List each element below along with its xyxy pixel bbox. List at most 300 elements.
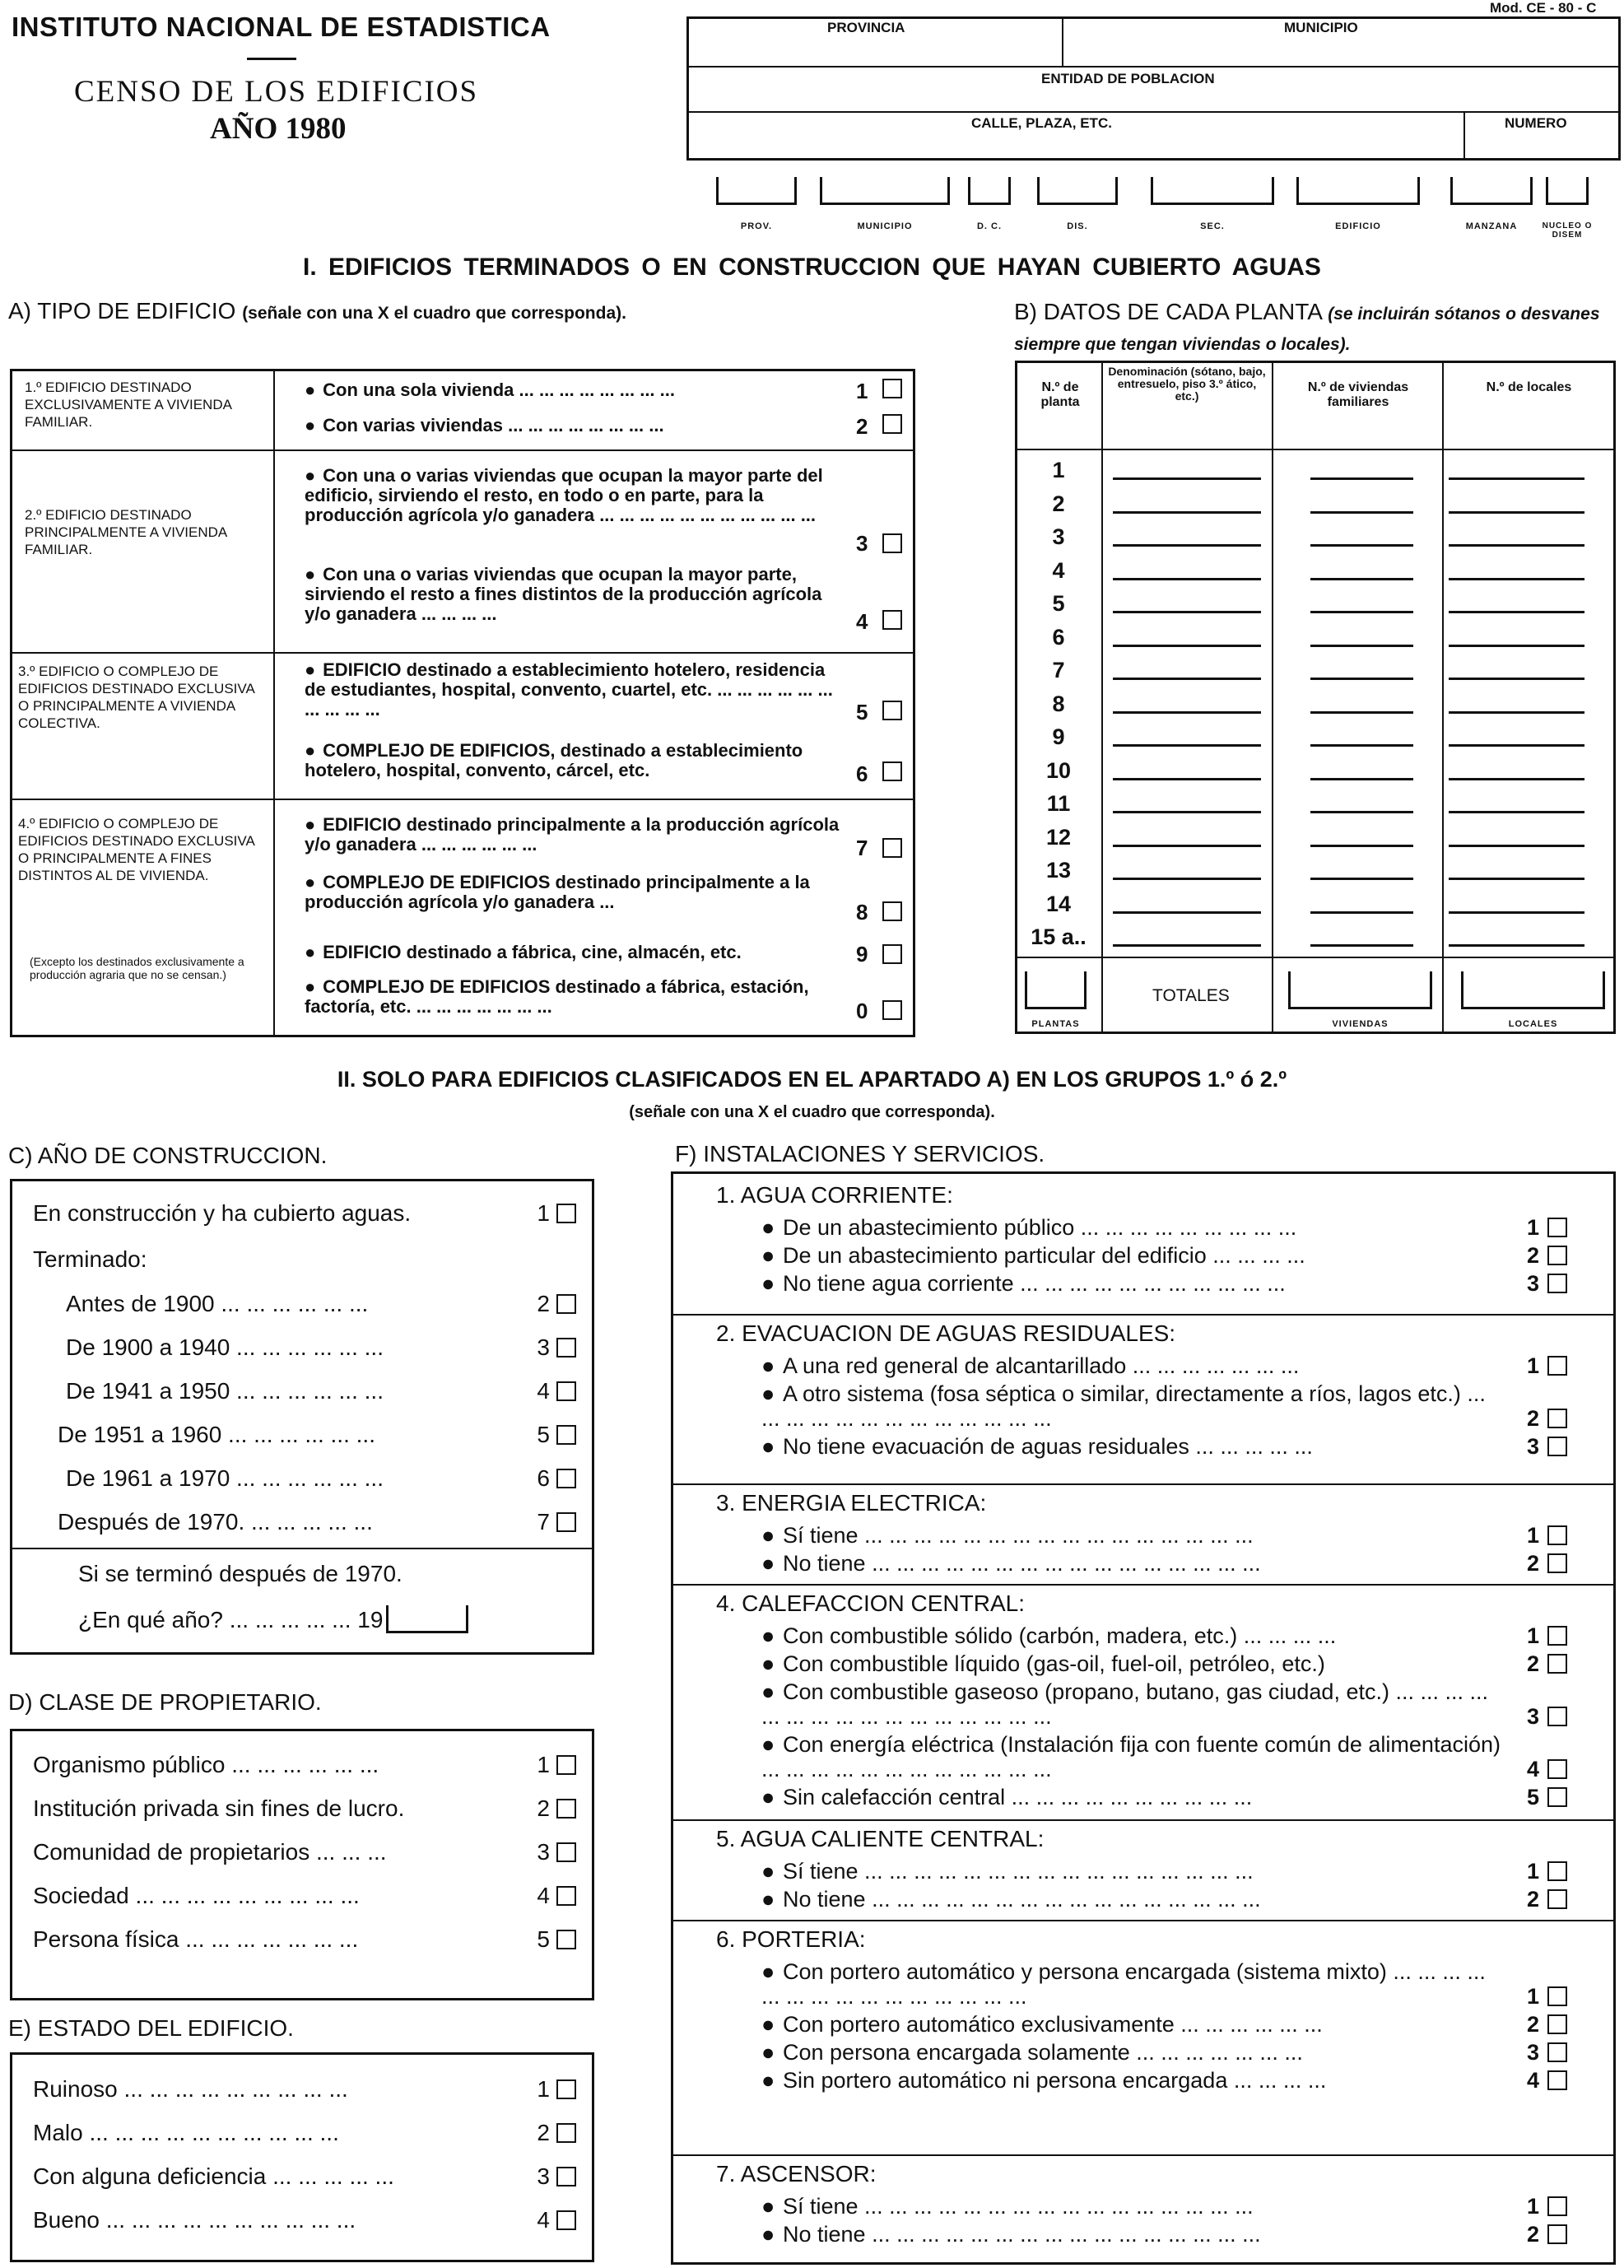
f-option-label: No tiene evacuación de aguas residuales ... ... ... ... ... (783, 1434, 1313, 1459)
option-checkbox[interactable] (556, 2123, 576, 2143)
f-option-label: Con portero automático y persona encargada (sistema mixto) ... ... ... ... ... ... ... ... ... ... ... ... ... ... ... (761, 1959, 1486, 2009)
d-option (33, 1883, 576, 1909)
checkbox-a8[interactable] (882, 901, 902, 921)
option-number: 1 (537, 1200, 550, 1226)
option-checkbox[interactable] (556, 1799, 576, 1819)
floor-denominacion-line[interactable] (1113, 878, 1261, 892)
f-option-checkbox[interactable] (1547, 2042, 1567, 2062)
f-option (761, 1887, 1593, 1912)
f-option (761, 1651, 1593, 1676)
f-option-label: De un abastecimiento público ... ... ... ... ... ... ... ... ... (783, 1215, 1297, 1240)
f-option (761, 2222, 1593, 2247)
option-a8: ● COMPLEJO DE EDIFICIOS destinado principalmente a la producción agrícola y/o ganadera ... (305, 872, 810, 912)
option-number: 7 (537, 1509, 550, 1535)
calle-field[interactable] (691, 132, 1461, 158)
f-option-number: 3 (1527, 2040, 1540, 2065)
floor-locales-line[interactable] (1449, 578, 1584, 592)
municipio-field[interactable] (1066, 33, 1617, 64)
floor-locales-line[interactable] (1449, 611, 1584, 625)
option-text: De 1951 a 1960 ... ... ... ... ... ... (58, 1422, 375, 1447)
option-number: 3 (537, 1839, 550, 1865)
c-option (58, 1422, 576, 1448)
code-prov[interactable] (716, 177, 797, 205)
bullet-icon: ● (761, 1243, 775, 1268)
f-option-checkbox[interactable] (1547, 1787, 1567, 1807)
bullet-icon: ● (761, 1785, 775, 1809)
option-checkbox[interactable] (556, 2079, 576, 2099)
terminado-label: Terminado: (33, 1246, 147, 1272)
floor-viviendas-line[interactable] (1310, 578, 1413, 592)
option-number: 1 (537, 2076, 550, 2102)
code-label-dc: D. C. (976, 221, 1003, 231)
floor-locales-line[interactable] (1449, 645, 1584, 659)
f-option-text (761, 2222, 1502, 2247)
section-c-title: C) AÑO DE CONSTRUCCION. (8, 1143, 328, 1168)
option-checkbox[interactable] (556, 1469, 576, 1488)
floor-number: 13 (1045, 858, 1072, 883)
census-year: AÑO 1980 (210, 112, 347, 146)
checkbox-a1[interactable] (882, 379, 902, 398)
floor-locales-line[interactable] (1449, 511, 1584, 525)
c-question-1: Si se terminó después de 1970. (78, 1561, 403, 1586)
floor-denominacion-line[interactable] (1113, 544, 1261, 558)
f-option-label: Sí tiene ... ... ... ... ... ... ... ... ... ... ... ... ... ... ... ... (783, 1523, 1254, 1548)
floor-locales-line[interactable] (1449, 911, 1584, 925)
floor-locales-line[interactable] (1449, 744, 1584, 758)
code-dis[interactable] (1037, 177, 1118, 205)
c-option (66, 1465, 576, 1492)
floor-locales-line[interactable] (1449, 778, 1584, 792)
f-option-checkbox[interactable] (1547, 1525, 1567, 1545)
floor-number: 14 (1045, 891, 1072, 916)
f-option-number: 1 (1527, 1523, 1540, 1548)
bullet-icon: ● (761, 1959, 775, 1984)
f-option (761, 1215, 1593, 1240)
f-option-number: 4 (1527, 2068, 1540, 2093)
f-option-label: No tiene ... ... ... ... ... ... ... ... ... ... ... ... ... ... ... ... (783, 2222, 1261, 2247)
checkbox-a0[interactable] (882, 1000, 902, 1020)
floor-number: 7 (1052, 658, 1065, 682)
f-option-label: Con energía eléctrica (Instalación fija con fuente común de alimentación) ... ... ... ... ... ... ... ... ... ... ... ... (761, 1732, 1501, 1781)
col-header-denominacion: Denominación (sótano, bajo, entresuelo, piso 3.º ático, etc.) (1108, 365, 1266, 403)
option-a9: ● EDIFICIO destinado a fábrica, cine, almacén, etc. (305, 942, 742, 962)
col-header-viviendas: N.º de viviendas familiares (1307, 380, 1409, 409)
floor-number: 5 (1052, 591, 1065, 616)
f-group-label: 6. PORTERIA: (716, 1926, 866, 1952)
code-manzana[interactable] (1450, 177, 1533, 205)
checkbox-a2[interactable] (882, 414, 902, 434)
floor-viviendas-line[interactable] (1310, 711, 1413, 725)
option-text: De 1900 a 1940 ... ... ... ... ... ... (66, 1334, 384, 1360)
floor-denominacion-line[interactable] (1113, 578, 1261, 592)
e-option (33, 2207, 576, 2233)
code-edificio[interactable] (1296, 177, 1420, 205)
option-number: 5 (537, 1926, 550, 1952)
f-option-checkbox[interactable] (1547, 1707, 1567, 1726)
section-a-title: A) TIPO DE EDIFICIO (señale con una X el cuadro que corresponda). (8, 298, 626, 324)
f-option-text (761, 2040, 1502, 2065)
option-number: 6 (537, 1465, 550, 1491)
code-label-prov: PROV. (740, 221, 773, 231)
f-option-checkbox[interactable] (1547, 1218, 1567, 1237)
checkbox-a9[interactable] (882, 944, 902, 964)
f-option (761, 1434, 1593, 1459)
numero-label: NUMERO (1505, 115, 1567, 131)
f-option (761, 1523, 1593, 1548)
f-option-number: 2 (1527, 1887, 1540, 1912)
f-option-checkbox[interactable] (1547, 1409, 1567, 1428)
option-checkbox[interactable] (556, 1842, 576, 1862)
option-a4: ● Con una o varias viviendas que ocupan la mayor parte, sirviendo el resto a fines distintos de la producción agrícola y/o ganadera ... ... ... ... (305, 564, 822, 624)
bullet-icon: ● (761, 1523, 775, 1548)
bullet-icon: ● (761, 1732, 775, 1757)
floor-number: 1 (1052, 458, 1065, 482)
option-text: Institución privada sin fines de lucro. (33, 1795, 405, 1821)
provincia-label: PROVINCIA (827, 20, 905, 35)
f-option-number: 1 (1527, 1353, 1540, 1378)
f-option-text (761, 2012, 1502, 2037)
f-option-text (761, 1859, 1502, 1884)
bullet-icon: ● (761, 1434, 775, 1459)
f-option-number: 1 (1527, 1623, 1540, 1648)
floor-locales-line[interactable] (1449, 811, 1584, 825)
floor-viviendas-line[interactable] (1310, 845, 1413, 859)
option-number: 5 (537, 1422, 550, 1447)
f-option-text (761, 1434, 1502, 1459)
code-municipio[interactable] (820, 177, 950, 205)
bullet-icon: ● (761, 2068, 775, 2093)
f-option-label: Con persona encargada solamente ... ... ... ... ... ... ... (783, 2040, 1303, 2065)
f-group-label: 2. EVACUACION DE AGUAS RESIDUALES: (716, 1320, 1176, 1346)
f-option-checkbox[interactable] (1547, 1626, 1567, 1646)
f-option-label: Sin portero automático ni persona encargada ... ... ... ... (783, 2068, 1327, 2093)
floor-denominacion-line[interactable] (1113, 477, 1261, 491)
f-option-number: 1 (1527, 1215, 1540, 1240)
bullet-icon: ● (761, 1679, 775, 1704)
checkbox-a5[interactable] (882, 701, 902, 720)
option-text: Bueno ... ... ... ... ... ... ... ... ... ... (33, 2207, 356, 2233)
floor-locales-line[interactable] (1449, 678, 1584, 692)
col-header-locales: N.º de locales (1486, 380, 1572, 394)
bullet-icon: ● (761, 1651, 775, 1676)
f-option-checkbox[interactable] (1547, 1759, 1567, 1779)
f-option-checkbox[interactable] (1547, 1654, 1567, 1674)
totales-label: TOTALES (1152, 986, 1230, 1005)
f-option (761, 1959, 1593, 2009)
f-option-number: 1 (1527, 2194, 1540, 2219)
foot-plantas: PLANTAS (1031, 1019, 1080, 1029)
option-number: 4 (537, 1378, 550, 1404)
section-2-note: (señale con una X el cuadro que corresponda). (629, 1103, 995, 1121)
f-option (761, 1243, 1593, 1268)
f-group-label: 7. ASCENSOR: (716, 2161, 877, 2187)
floor-viviendas-line[interactable] (1310, 944, 1413, 958)
option-checkbox[interactable] (556, 2167, 576, 2187)
f-option (761, 1551, 1593, 1576)
d-option (33, 1839, 576, 1865)
floor-number: 3 (1052, 524, 1065, 549)
f-option-checkbox[interactable] (1547, 2070, 1567, 2090)
f-option-checkbox[interactable] (1547, 1356, 1567, 1376)
f-option-number: 2 (1527, 2222, 1540, 2247)
option-number: 2 (537, 1291, 550, 1316)
floor-denominacion-line[interactable] (1113, 645, 1261, 659)
f-group-divider (672, 1483, 1614, 1485)
floor-viviendas-line[interactable] (1310, 645, 1413, 659)
floor-locales-line[interactable] (1449, 711, 1584, 725)
f-option-number: 2 (1527, 2012, 1540, 2037)
floor-viviendas-line[interactable] (1310, 511, 1413, 525)
option-text: Malo ... ... ... ... ... ... ... ... ... ... (33, 2120, 339, 2145)
floor-number: 4 (1052, 557, 1065, 583)
bullet-icon: ● (761, 2012, 775, 2037)
floor-viviendas-line[interactable] (1310, 744, 1413, 758)
f-option-text (761, 1215, 1502, 1240)
f-option (761, 1679, 1593, 1729)
f-option-number: 2 (1527, 1243, 1540, 1268)
census-title: CENSO DE LOS EDIFICIOS (74, 75, 479, 109)
f-option-number: 1 (1527, 1859, 1540, 1884)
floor-number: 10 (1045, 757, 1072, 783)
option-a0: ● COMPLEJO DE EDIFICIOS destinado a fábrica, estación, factoría, etc. ... ... ... ... ... ... ... (305, 976, 809, 1017)
f-option-label: No tiene ... ... ... ... ... ... ... ... ... ... ... ... ... ... ... ... (783, 1551, 1261, 1576)
c-question-2-text: ¿En qué año? ... ... ... ... ... 19 (78, 1607, 384, 1632)
option-checkbox[interactable] (556, 2210, 576, 2230)
f-option-checkbox[interactable] (1547, 1986, 1567, 2006)
f-option-label: Con combustible gaseoso (propano, butano, gas ciudad, etc.) ... ... ... ... ... ... ... ... ... ... ... ... ... ... ... ... (761, 1679, 1488, 1729)
floor-number: 8 (1052, 691, 1065, 716)
entidad-field[interactable] (691, 86, 1617, 109)
f-option-text (761, 1623, 1502, 1648)
floor-locales-line[interactable] (1449, 544, 1584, 558)
option-number: 4 (537, 1883, 550, 1908)
f-option-label: Sin calefacción central ... ... ... ... ... ... ... ... ... ... (783, 1785, 1253, 1809)
floor-number: 15 a.. (1031, 924, 1087, 949)
option-checkbox[interactable] (556, 1381, 576, 1401)
option-checkbox[interactable] (556, 1886, 576, 1906)
option-number: 4 (537, 2207, 550, 2233)
f-option-checkbox[interactable] (1547, 1274, 1567, 1293)
floor-denominacion-line[interactable] (1113, 811, 1261, 825)
option-checkbox[interactable] (556, 1294, 576, 1314)
total-viviendas-box[interactable] (1288, 971, 1432, 1009)
floor-denominacion-line[interactable] (1113, 711, 1261, 725)
section-b-title: B) DATOS DE CADA PLANTA (se incluirán sótanos o desvanes siempre que tengan viviendas o locales). (1014, 299, 1600, 354)
floor-locales-line[interactable] (1449, 845, 1584, 859)
f-option (761, 2068, 1593, 2093)
f-option-number: 3 (1527, 1704, 1540, 1729)
bullet-icon: ● (761, 1215, 775, 1240)
floor-locales-line[interactable] (1449, 878, 1584, 892)
floor-denominacion-line[interactable] (1113, 911, 1261, 925)
f-group-label: 5. AGUA CALIENTE CENTRAL: (716, 1826, 1045, 1851)
e-option (33, 2120, 576, 2146)
option-text: Después de 1970. ... ... ... ... ... (58, 1509, 373, 1535)
option-checkbox[interactable] (556, 1512, 576, 1532)
code-boxes (0, 177, 1624, 243)
f-option-text (761, 1959, 1502, 2009)
checkbox-a6[interactable] (882, 761, 902, 781)
checkbox-a7[interactable] (882, 838, 902, 858)
code-sec[interactable] (1151, 177, 1274, 205)
f-option-label: Con combustible líquido (gas-oil, fuel-oil, petróleo, etc.) (783, 1651, 1325, 1676)
f-option (761, 1732, 1593, 1781)
f-option-checkbox[interactable] (1547, 1246, 1567, 1265)
entidad-label: ENTIDAD DE POBLACION (1041, 71, 1215, 86)
option-checkbox[interactable] (556, 1930, 576, 1949)
option-text: Antes de 1900 ... ... ... ... ... ... (66, 1291, 369, 1316)
f-option-checkbox[interactable] (1547, 1889, 1567, 1909)
option-a2: ● Con varias viviendas ... ... ... ... ... ... ... ... (305, 415, 664, 435)
f-group-label: 3. ENERGIA ELECTRICA: (716, 1490, 987, 1516)
floor-locales-line[interactable] (1449, 477, 1584, 491)
floor-viviendas-line[interactable] (1310, 477, 1413, 491)
floor-denominacion-line[interactable] (1113, 778, 1261, 792)
f-option-text (761, 1271, 1502, 1296)
section-2-title: II. SOLO PARA EDIFICIOS CLASIFICADOS EN EL APARTADO A) EN LOS GRUPOS 1.º ó 2.º (337, 1067, 1287, 1092)
option-a5: ● EDIFICIO destinado a establecimiento hotelero, residencia de estudiantes, hospital, convento, cuartel, etc. ... ... ... ... ... ... ... ... ... ... (305, 659, 833, 720)
f-group-divider (672, 2154, 1614, 2156)
floor-denominacion-line[interactable] (1113, 744, 1261, 758)
checkbox-a3[interactable] (882, 533, 902, 553)
option-text: Con alguna deficiencia ... ... ... ... ... (33, 2163, 394, 2189)
bullet-icon: ● (761, 1551, 775, 1576)
f-option-number: 5 (1527, 1785, 1540, 1809)
f-option-number: 4 (1527, 1757, 1540, 1781)
code-label-municipio: MUNICIPIO (857, 221, 913, 231)
f-option-checkbox[interactable] (1547, 1553, 1567, 1573)
f-option-checkbox[interactable] (1547, 1437, 1567, 1456)
e-option (33, 2076, 576, 2103)
floor-locales-line[interactable] (1449, 944, 1584, 958)
option-checkbox[interactable] (556, 1204, 576, 1223)
option-text: De 1961 a 1970 ... ... ... ... ... ... (66, 1465, 384, 1491)
f-group-divider (672, 1314, 1614, 1316)
section-e-title: E) ESTADO DEL EDIFICIO. (8, 2015, 294, 2041)
f-option-text (761, 1353, 1502, 1378)
code-label-edificio: EDIFICIO (1335, 221, 1381, 231)
f-option-label: A una red general de alcantarillado ... ... ... ... ... ... ... (783, 1353, 1300, 1378)
code-label-nucleo: NUCLEO O DISEM (1542, 221, 1593, 240)
f-option (761, 1353, 1593, 1378)
option-number: 2 (537, 2120, 550, 2145)
f-option-text (761, 1651, 1502, 1676)
f-option-label: No tiene ... ... ... ... ... ... ... ... ... ... ... ... ... ... ... ... (783, 1887, 1261, 1912)
floor-viviendas-line[interactable] (1310, 678, 1413, 692)
d-option (33, 1795, 576, 1822)
option-checkbox[interactable] (556, 1755, 576, 1775)
floor-viviendas-line[interactable] (1310, 878, 1413, 892)
f-option-text (761, 1523, 1502, 1548)
f-option-number: 3 (1527, 1434, 1540, 1459)
c-question-2 (78, 1605, 468, 1633)
option-a7: ● EDIFICIO destinado principalmente a la producción agrícola y/o ganadera ... ... ... ... ... ... (305, 814, 840, 855)
c-option (58, 1509, 576, 1535)
f-option-text (761, 1732, 1502, 1781)
section-d-title: D) CLASE DE PROPIETARIO. (8, 1689, 322, 1715)
f-option-checkbox[interactable] (1547, 2224, 1567, 2244)
floor-number: 11 (1046, 791, 1071, 816)
institute-name: INSTITUTO NACIONAL DE ESTADISTICA (12, 12, 551, 42)
option-text: Ruinoso ... ... ... ... ... ... ... ... ... (33, 2076, 348, 2102)
f-option-checkbox[interactable] (1547, 2196, 1567, 2216)
total-locales-box[interactable] (1461, 971, 1605, 1009)
f-option (761, 1623, 1593, 1648)
model-code: Mod. CE - 80 - C (1490, 0, 1597, 16)
f-option (761, 1785, 1593, 1809)
floor-denominacion-line[interactable] (1113, 944, 1261, 958)
f-option-label: No tiene agua corriente ... ... ... ... ... ... ... ... ... ... ... (783, 1271, 1286, 1296)
checkbox-a4[interactable] (882, 610, 902, 630)
option-a1: ● Con una sola vivienda ... ... ... ... ... ... ... ... (305, 380, 675, 400)
bullet-icon: ● (761, 1271, 775, 1296)
floor-viviendas-line[interactable] (1310, 544, 1413, 558)
group-4-label: 4.º EDIFICIO O COMPLEJO DE EDIFICIOS DESTINADO EXCLUSIVA O PRINCIPALMENTE A FINES DISTINTOS AL DE VIVIENDA. (18, 816, 254, 883)
f-group-divider (672, 1819, 1614, 1821)
f-option-label: A otro sistema (fosa séptica o similar, directamente a ríos, lagos etc.) ... ... ... ... ... ... ... ... ... ... ... ... ... (761, 1381, 1486, 1431)
code-dc[interactable] (968, 177, 1011, 205)
option-text: Comunidad de propietarios ... ... ... (33, 1839, 387, 1865)
f-option (761, 2194, 1593, 2219)
floor-viviendas-line[interactable] (1310, 811, 1413, 825)
option-text: De 1941 a 1950 ... ... ... ... ... ... (66, 1378, 384, 1404)
d-option (33, 1752, 576, 1778)
year-input[interactable] (386, 1605, 468, 1633)
floor-viviendas-line[interactable] (1310, 611, 1413, 625)
f-option (761, 1271, 1593, 1296)
option-checkbox[interactable] (556, 1425, 576, 1445)
f-option-text (761, 1679, 1502, 1729)
bullet-icon: ● (761, 1887, 775, 1912)
f-option-number: 2 (1527, 1651, 1540, 1676)
total-plantas-box[interactable] (1025, 971, 1087, 1009)
f-option-text (761, 1887, 1502, 1912)
option-number: 1 (537, 1752, 550, 1777)
f-group-divider (672, 1920, 1614, 1921)
f-option-label: Sí tiene ... ... ... ... ... ... ... ... ... ... ... ... ... ... ... ... (783, 1859, 1254, 1884)
f-option-text (761, 1381, 1502, 1431)
provincia-field[interactable] (691, 33, 1058, 64)
numero-field[interactable] (1467, 132, 1617, 158)
group-4-note: (Excepto los destinados exclusivamente a producción agraria que no se censan.) (30, 955, 244, 981)
floor-denominacion-line[interactable] (1113, 511, 1261, 525)
floor-number: 6 (1052, 624, 1065, 650)
floor-denominacion-line[interactable] (1113, 845, 1261, 859)
f-group-label: 1. AGUA CORRIENTE: (716, 1182, 953, 1208)
municipio-label: MUNICIPIO (1284, 20, 1358, 35)
f-option-number: 1 (1527, 1984, 1540, 2009)
bullet-icon: ● (761, 1381, 775, 1406)
floor-denominacion-line[interactable] (1113, 611, 1261, 625)
bullet-icon: ● (761, 1859, 775, 1884)
f-option-text (761, 1243, 1502, 1268)
f-option-number: 3 (1527, 1271, 1540, 1296)
f-option (761, 2012, 1593, 2037)
f-option (761, 1381, 1593, 1431)
option-checkbox[interactable] (556, 1338, 576, 1358)
f-option-checkbox[interactable] (1547, 1861, 1567, 1881)
code-nucleo[interactable] (1546, 177, 1589, 205)
floor-viviendas-line[interactable] (1310, 778, 1413, 792)
c-option-en-construccion (33, 1200, 576, 1227)
f-option-number: 2 (1527, 1406, 1540, 1431)
floor-denominacion-line[interactable] (1113, 678, 1261, 692)
option-number: 3 (537, 1334, 550, 1360)
floor-viviendas-line[interactable] (1310, 911, 1413, 925)
f-option-number: 2 (1527, 1551, 1540, 1576)
d-option (33, 1926, 576, 1953)
f-option-checkbox[interactable] (1547, 2014, 1567, 2034)
